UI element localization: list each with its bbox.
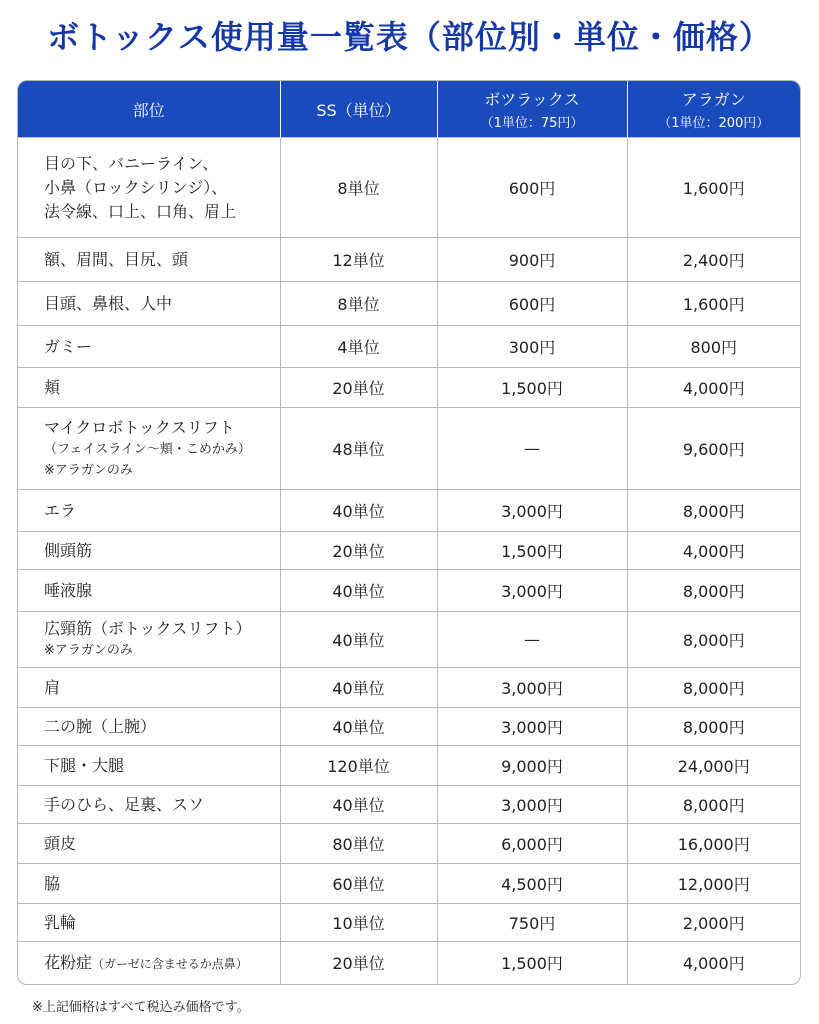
cell-ss: 120単位 [280, 746, 437, 786]
area-line: 二の腕（上腕） [44, 716, 157, 736]
cell-botulax: 3,000円 [437, 668, 627, 708]
cell-ss: 40単位 [280, 490, 437, 532]
cell-aragan: 8,000円 [627, 786, 800, 824]
cell-area [18, 138, 280, 238]
cell-area [18, 368, 280, 408]
area-line: 側頭筋 [44, 540, 93, 560]
cell-botulax: 6,000円 [437, 824, 627, 864]
cell-aragan: 8,000円 [627, 570, 800, 612]
table-row [18, 824, 800, 864]
cell-ss: 80単位 [280, 824, 437, 864]
table-row [18, 326, 800, 368]
cell-botulax: 600円 [437, 138, 627, 238]
cell-ss: 40単位 [280, 668, 437, 708]
cell-ss: 40単位 [280, 612, 437, 668]
area-line: マイクロボトックスリフト [44, 417, 235, 437]
cell-aragan: 8,000円 [627, 490, 800, 532]
area-line: 脇 [44, 873, 61, 893]
cell-botulax: 1,500円 [437, 532, 627, 570]
cell-aragan: 1,600円 [627, 282, 800, 326]
cell-ss: 48単位 [280, 408, 437, 490]
header-ss-label: SS（単位） [316, 100, 401, 120]
header-botulax-rate: （1単位：75円） [480, 116, 584, 131]
table-row [18, 904, 800, 942]
area-line: ガミー [44, 336, 93, 356]
cell-ss: 40単位 [280, 786, 437, 824]
area-line: 手のひら、足裏、スソ [44, 794, 205, 814]
area-line: エラ [44, 500, 77, 520]
area-line: 目頭、鼻根、人中 [44, 293, 173, 313]
cell-botulax: 600円 [437, 282, 627, 326]
table-row [18, 408, 800, 490]
cell-botulax: 3,000円 [437, 786, 627, 824]
cell-area [18, 532, 280, 570]
cell-area [18, 326, 280, 368]
header-aragan [627, 81, 800, 138]
cell-ss: 8単位 [280, 138, 437, 238]
cell-area [18, 708, 280, 746]
cell-aragan: 8,000円 [627, 612, 800, 668]
cell-botulax: 3,000円 [437, 708, 627, 746]
cell-aragan: 8,000円 [627, 708, 800, 746]
cell-botulax: — [437, 612, 627, 668]
cell-aragan: 16,000円 [627, 824, 800, 864]
table-row [18, 786, 800, 824]
cell-botulax: 1,500円 [437, 942, 627, 984]
table-row [18, 368, 800, 408]
header-ss [280, 81, 437, 138]
cell-aragan: 4,000円 [627, 532, 800, 570]
cell-botulax: 300円 [437, 326, 627, 368]
table-row [18, 490, 800, 532]
cell-area [18, 612, 280, 668]
cell-botulax: 3,000円 [437, 490, 627, 532]
area-line: 広頸筋（ボトックスリフト） [44, 619, 252, 639]
cell-ss: 20単位 [280, 532, 437, 570]
cell-aragan: 1,600円 [627, 138, 800, 238]
footnote: ※上記価格はすべて税込み価格です。 [32, 1000, 250, 1015]
cell-aragan: 800円 [627, 326, 800, 368]
header-area [18, 81, 280, 138]
area-note: （フェイスライン～頬・こめかみ） [44, 441, 251, 457]
header-botulax-label: ボツラックス [484, 90, 580, 109]
table-row [18, 612, 800, 668]
price-table-container [17, 80, 801, 985]
header-botulax [437, 81, 627, 138]
cell-ss: 40単位 [280, 708, 437, 746]
table-row [18, 746, 800, 786]
cell-area [18, 570, 280, 612]
cell-ss: 4単位 [280, 326, 437, 368]
header-area-label: 部位 [132, 100, 165, 120]
area-line: 花粉症 [44, 952, 93, 972]
area-note: ※アラガンのみ [44, 643, 133, 659]
cell-area [18, 942, 280, 984]
cell-aragan: 4,000円 [627, 942, 800, 984]
table-row [18, 668, 800, 708]
header-aragan-label: アラガン [681, 90, 746, 109]
area-line: 法令線、口上、口角、眉上 [44, 201, 237, 221]
cell-area [18, 490, 280, 532]
cell-aragan: 4,000円 [627, 368, 800, 408]
cell-ss: 20単位 [280, 942, 437, 984]
cell-area [18, 238, 280, 282]
cell-area [18, 786, 280, 824]
area-line: 下腿・大腿 [44, 755, 125, 775]
cell-botulax: 9,000円 [437, 746, 627, 786]
cell-area [18, 282, 280, 326]
table-row [18, 238, 800, 282]
cell-area [18, 864, 280, 904]
table-body [18, 138, 800, 984]
cell-ss: 60単位 [280, 864, 437, 904]
area-line: 乳輪 [44, 912, 77, 932]
table-row [18, 708, 800, 746]
cell-aragan: 2,400円 [627, 238, 800, 282]
area-note: ※アラガンのみ [44, 462, 133, 478]
cell-area [18, 904, 280, 942]
area-line: 額、眉間、目尻、頭 [44, 249, 189, 269]
cell-aragan: 9,600円 [627, 408, 800, 490]
page-title: ボトックス使用量一覧表（部位別・単位・価格） [47, 18, 772, 56]
cell-botulax: 4,500円 [437, 864, 627, 904]
cell-ss: 8単位 [280, 282, 437, 326]
cell-area [18, 668, 280, 708]
area-line: 唾液腺 [44, 580, 93, 600]
cell-botulax: 750円 [437, 904, 627, 942]
area-line: 肩 [44, 677, 61, 697]
cell-aragan: 2,000円 [627, 904, 800, 942]
cell-botulax: 900円 [437, 238, 627, 282]
cell-ss: 20単位 [280, 368, 437, 408]
table-row [18, 282, 800, 326]
cell-aragan: 8,000円 [627, 668, 800, 708]
cell-area [18, 746, 280, 786]
cell-botulax: — [437, 408, 627, 490]
table-row [18, 138, 800, 238]
cell-ss: 12単位 [280, 238, 437, 282]
cell-botulax: 1,500円 [437, 368, 627, 408]
price-table [18, 81, 800, 984]
cell-ss: 10単位 [280, 904, 437, 942]
cell-ss: 40単位 [280, 570, 437, 612]
cell-aragan: 24,000円 [627, 746, 800, 786]
table-row [18, 942, 800, 984]
area-line: 頭皮 [44, 833, 77, 853]
header-aragan-rate: （1単位：200円） [658, 116, 770, 131]
cell-aragan: 12,000円 [627, 864, 800, 904]
cell-botulax: 3,000円 [437, 570, 627, 612]
area-line: 目の下、バニーライン、 [44, 153, 219, 173]
area-line: 頬 [44, 377, 61, 397]
table-row [18, 570, 800, 612]
cell-area [18, 408, 280, 490]
table-header-row [18, 81, 800, 138]
table-row [18, 532, 800, 570]
table-row [18, 864, 800, 904]
area-line: 小鼻（ロックシリンジ）、 [44, 177, 228, 197]
cell-area [18, 824, 280, 864]
area-small-note: （ガーゼに含ませるか点鼻） [92, 956, 248, 971]
